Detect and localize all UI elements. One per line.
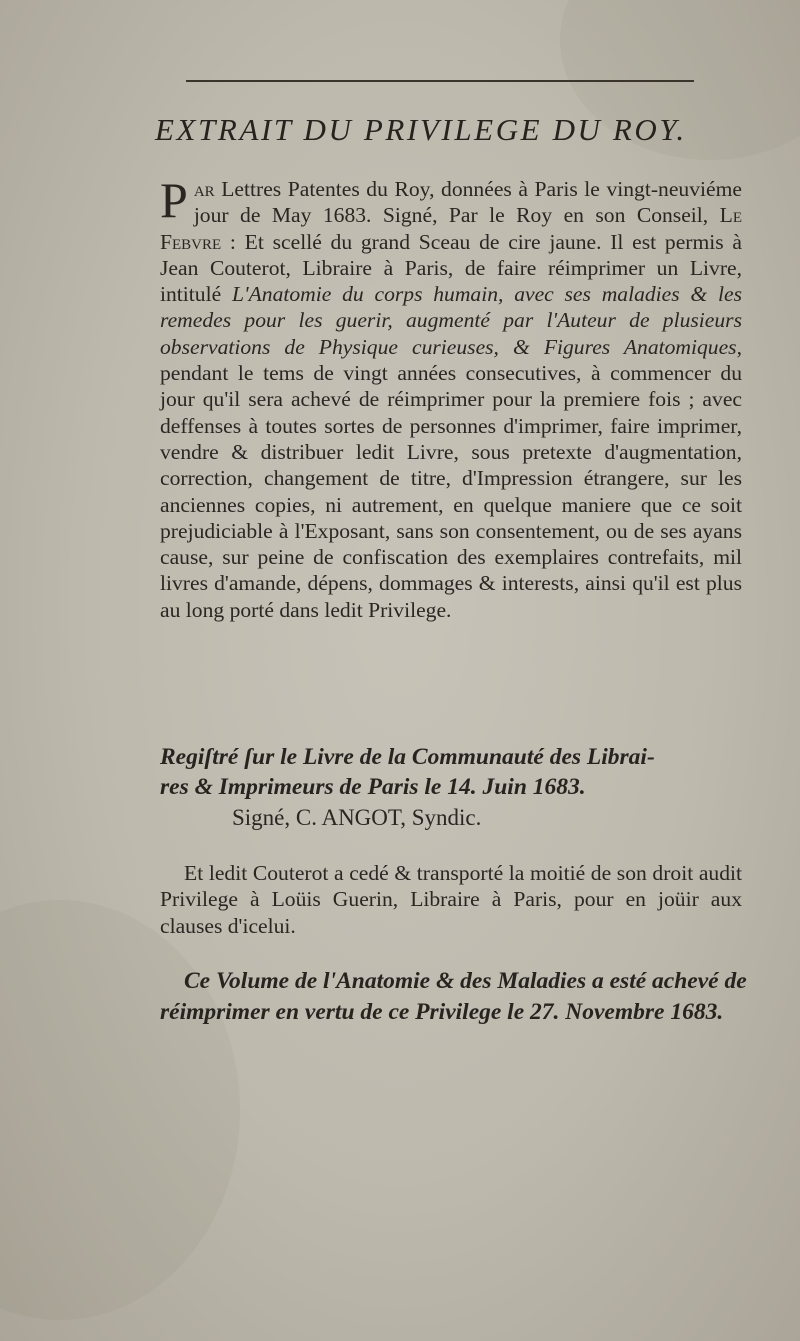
colophon-paragraph: Ce Volume de l'Anatomie & des Maladies a esté achevé de réimprimer en vertu de ce Privilege le 27. Novembre 1683. [160,968,747,1025]
privilege-text-segment: : Et scellé du grand Sceau de cire jaune. Il est permis à Jean Couterot, Libraire à Paris, de faire réimprimer un Livre, intitulé [160,229,742,307]
page-title: EXTRAIT DU PRIVILEGE DU ROY. [155,112,687,147]
privilege-text-segment: Le Febvre [160,203,742,254]
registration-line-2: res & Imprimeurs de Paris le 14. Juin 1683. [160,774,586,800]
paper-stain [0,900,240,1320]
header-rule [186,80,694,82]
privilege-text-segment: L'Anatomie du corps humain, avec ses maladies & les remedes pour les guerir, augmenté par l'Auteur de plusieurs observations de Physique curieuses, & Figures Anatomiques [160,282,742,359]
privilege-text-segment: ar [193,177,215,201]
privilege-paragraph [160,172,742,623]
privilege-text-segment: , pendant le tems de vingt années consecutives, à commencer du jour qu'il sera achevé de réimprimer pour la premiere fois ; avec deffenses à toutes sortes de personnes d'imprimer, faire imprimer, vendre & distribuer ledit Livre, sous pretexte d'augmentation, correction, changement de titre, d'Impression étrangere, sur les anciennes copies, ni autrement, en quelque maniere que ce soit prejudiciable à l'Exposant, sans son consentement, ou de ses ayans cause, sur peine de confiscation des exemplaires contrefaits, mil livres d'amande, dépens, dommages & interests, ainsi qu'il est plus au long porté dans ledit Privilege. [160,334,742,622]
drop-cap: P [160,172,188,228]
signature-line: Signé, C. ANGOT, Syndic. [232,805,482,830]
privilege-text-segment: Lettres Patentes du Roy, données à Paris le vingt-neuviéme jour de May 1683. Signé, Par le Roy en son Conseil, [193,177,742,228]
transfer-paragraph: Et ledit Couterot a cedé & transporté la moitié de son droit audit Privilege à Loüis Guerin, Libraire à Paris, pour en joüir aux clauses d'icelui. [160,861,742,938]
registration-note [160,742,750,802]
registration-line-1: Regiſtré ſur le Livre de la Communauté des Librai- [160,744,655,770]
